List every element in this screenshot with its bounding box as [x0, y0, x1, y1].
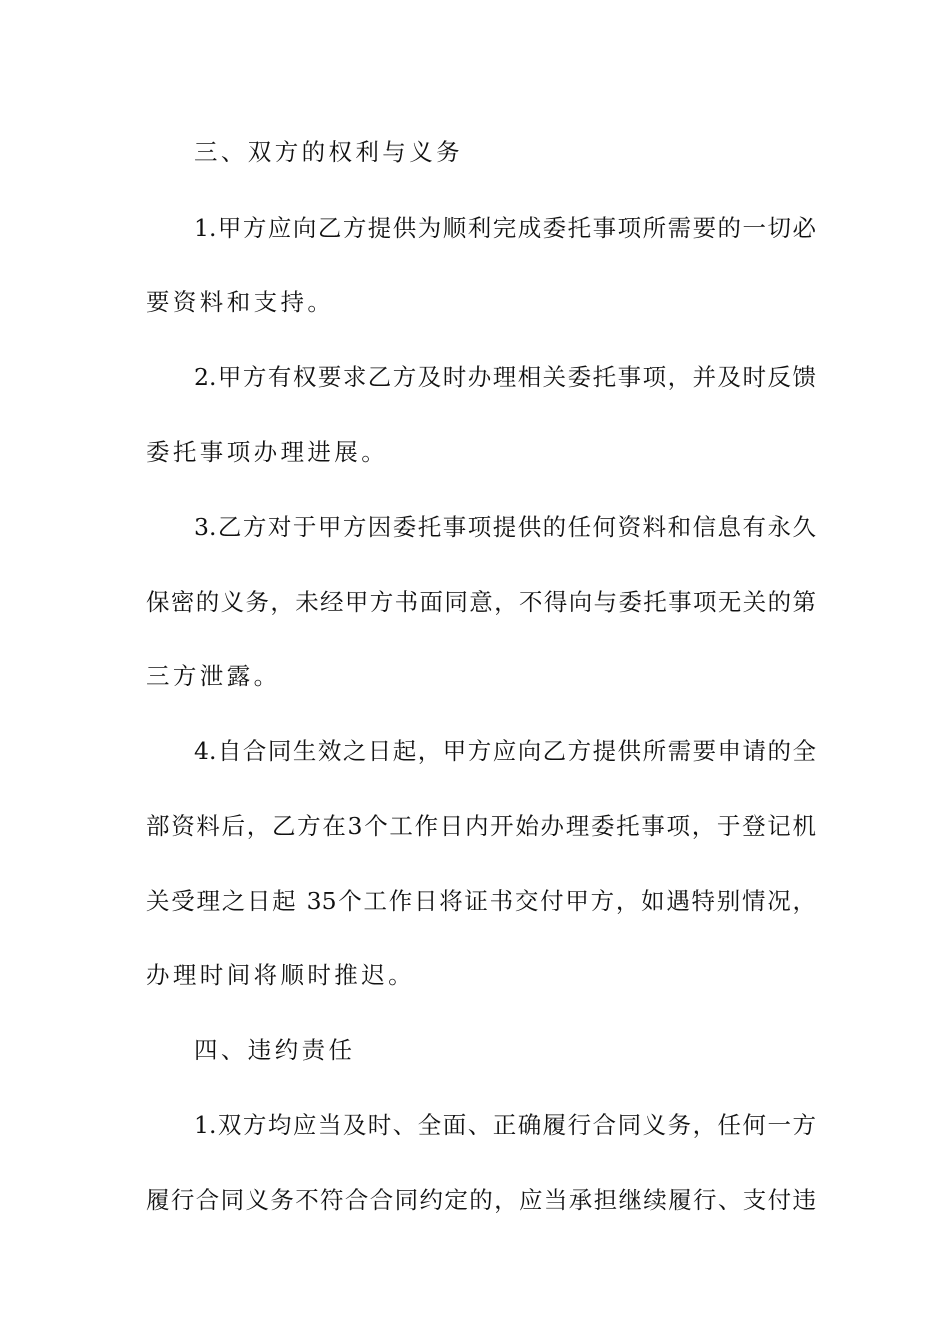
paragraph-line: 保密的义务，未经甲方书面同意，不得向与委托事项无关的第	[146, 588, 816, 616]
paragraph-line: 3.乙方对于甲方因委托事项提供的任何资料和信息有永久	[194, 513, 816, 541]
paragraph-line: 部资料后，乙方在3个工作日内开始办理委托事项，于登记机	[146, 812, 816, 840]
paragraph-line: 关受理之日起 35个工作日将证书交付甲方，如遇特别情况，	[146, 887, 816, 915]
section-heading-liability: 四、违约责任	[194, 1036, 356, 1064]
paragraph-line: 2.甲方有权要求乙方及时办理相关委托事项，并及时反馈	[194, 363, 816, 391]
paragraph-line: 1.双方均应当及时、全面、正确履行合同义务，任何一方	[194, 1111, 816, 1139]
paragraph-line: 4.自合同生效之日起，甲方应向乙方提供所需要申请的全	[194, 737, 816, 765]
paragraph-line: 要资料和支持。	[146, 288, 335, 316]
section-heading-rights-obligations: 三、双方的权利与义务	[194, 138, 463, 166]
paragraph-line: 1.甲方应向乙方提供为顺利完成委托事项所需要的一切必	[194, 214, 816, 242]
paragraph-line: 委托事项办理进展。	[146, 438, 389, 466]
paragraph-line: 履行合同义务不符合合同约定的，应当承担继续履行、支付违	[146, 1186, 816, 1214]
paragraph-line: 办理时间将顺时推迟。	[146, 961, 415, 989]
paragraph-line: 三方泄露。	[146, 662, 281, 690]
